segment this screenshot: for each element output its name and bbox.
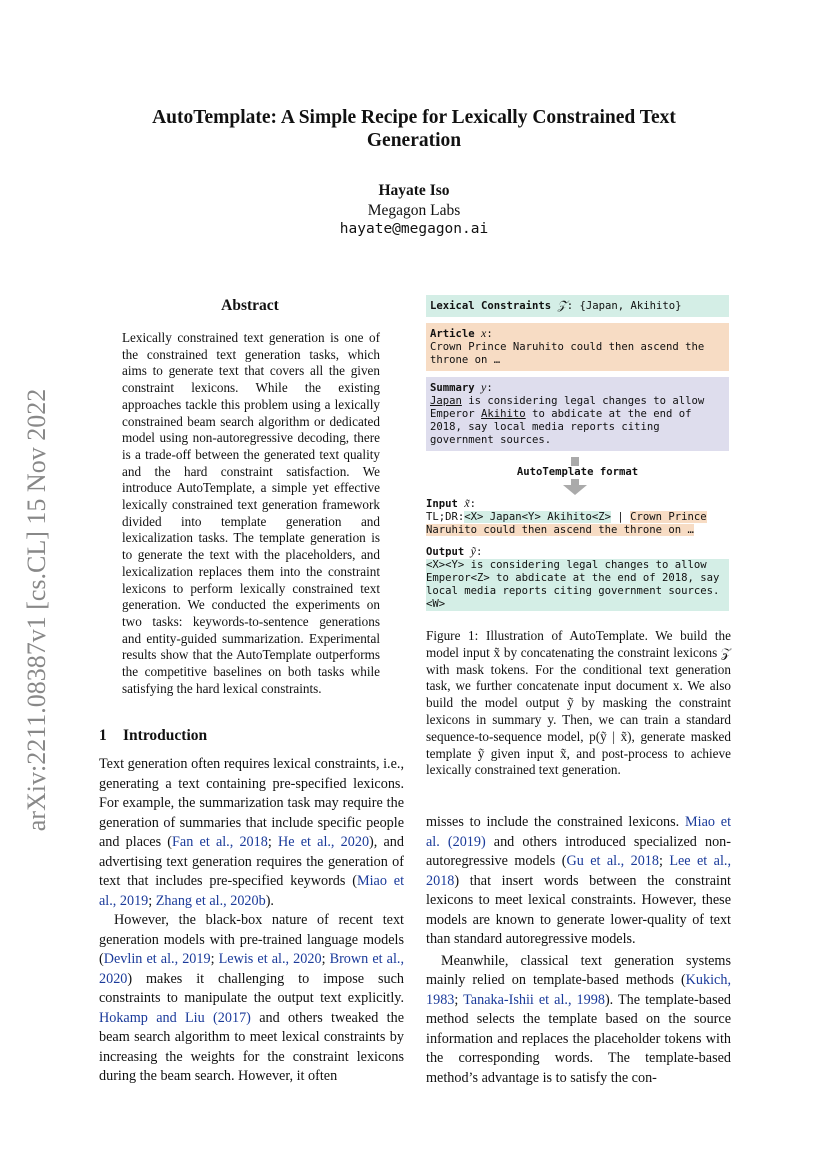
input-block: Input x̃: TL;DR:<X> Japan<Y> Akihito<Z> | Crown Prince Naruhito could then ascend the throne on … <box>426 496 707 536</box>
arrow-label: AutoTemplate format <box>516 466 639 478</box>
citation-link[interactable]: Devlin et al., 2019 <box>103 951 211 967</box>
abstract-heading: Abstract <box>221 297 279 314</box>
section-title: Introduction <box>123 727 208 744</box>
intro-paragraph-3: misses to include the constrained lexicons. Miao et al. (2019) and others introduced specialized non-autoregressive models (Gu et al., 2018; Lee et al., 2018) that insert words between the constraint lexicons to meet lexical constraints. However, these models are known to generate lower-quality of text than standard autoregressive models. <box>426 814 732 947</box>
citation-link[interactable]: Brown et al., 2020 <box>99 951 404 987</box>
intro-paragraph-4: Meanwhile, classical text generation systems mainly relied on template-based methods (Kukich, 1983; Tanaka-Ishii et al., 1998). The template-based method selects the template based on the source information and replaces the placeholder tokens with the corresponding words. The template-based method’s advantage is to satisfy the con- <box>426 952 731 1086</box>
author-name: Hayate Iso <box>378 182 450 199</box>
citation-link[interactable]: Tanaka-Ishii et al., 1998 <box>463 991 605 1008</box>
citation-link[interactable]: Kukich, 1983 <box>426 972 731 1008</box>
summary-box: Summary y: Japan is considering legal changes to allow Emperor Akihito to abdicate at the end of 2018, say local media reports citing government sources. <box>426 377 729 451</box>
output-block: Output ỹ: <X><Y> is considering legal changes to allow Emperor<Z> to abdicate at the end of 2018, say local media reports citing government sources.<W> <box>426 545 729 611</box>
paper-title: AutoTemplate: A Simple Recipe for Lexically Constrained Text Generation <box>152 107 676 151</box>
citation-link[interactable]: He et al., 2020 <box>277 834 370 850</box>
citation-link[interactable]: Lewis et al., 2020 <box>218 951 322 967</box>
citation-link[interactable]: Gu et al., 2018 <box>566 853 659 869</box>
citation-link[interactable]: Miao et al., 2019 <box>99 873 405 909</box>
arxiv-identifier: arXiv:2211.08387v1 [cs.CL] 15 Nov 2022 <box>22 388 51 832</box>
figure-caption: Figure 1: Illustration of AutoTemplate. We build the model input x̃ by concatenating the constraint lexicons 𝒵 with mask tokens. For the conditional text generation task, we further concatenate input document x. We also build the model output ỹ by masking the constraint lexicons in summary y. Then, we can train a standard sequence-to-sequence model, p(ỹ | x̃), generate masked template ỹ given input x̃, and post-process to achieve lexically constrained text generation. <box>426 628 731 778</box>
citation-link[interactable]: Fan et al., 2018 <box>172 834 268 850</box>
citation-link[interactable]: Hokamp and Liu (2017) <box>99 1009 251 1026</box>
constraints-box: Lexical Constraints 𝒵: {Japan, Akihito} <box>426 295 729 317</box>
arxiv-sidebar <box>22 360 52 860</box>
intro-paragraph-2: However, the black-box nature of recent text generation models with pre-trained language models (Devlin et al., 2019; Lewis et al., 2020; Brown et al., 2020) makes it challenging to impose such constraints to manipulate the output text explicitly. Hokamp and Liu (2017) and others tweaked the beam search algorithm to meet lexical constraints by increasing the weights for the constraint lexicons during the beam search. However, it often <box>99 912 404 1084</box>
figure-1 <box>426 295 729 611</box>
right-column-body <box>426 813 731 1088</box>
abstract-text: Lexically constrained text generation is one of the constrained text generation tasks, which aims to generate text that covers all the given constraint lexicons. While the existing approaches tackle this problem using a lexically constrained beam search algorithm or dedicated model using non-autoregressive decoding, there is a trade-off between the generated text quality and the hard constraint satisfaction. We introduce AutoTemplate, a simple yet effective lexically constrained text generation framework divided into template generation and lexicalization tasks. The template generation is to generate the text with the placeholders, and lexicalization replaces them into the constraint lexicons to perform lexically constrained text generation. We conducted the experiments on two tasks: keywords-to-sentence generations and entity-guided summarization. Experimental results show that the AutoTemplate outperforms the competitive baselines on both tasks while satisfying the hard lexical constraints. <box>122 330 380 696</box>
citation-link[interactable]: Lee et al., 2018 <box>426 853 731 889</box>
author-affiliation: Megagon Labs <box>367 202 461 219</box>
author-email[interactable]: hayate@megagon.ai <box>339 221 489 237</box>
section-number: 1 <box>99 727 107 744</box>
citation-link[interactable]: Miao et al. (2019) <box>426 814 732 850</box>
intro-paragraph-1: Text generation often requires lexical constraints, i.e., generating a text containing pre-specified lexicons. For example, the summarization task may require the generation of summaries that include specific people and places (Fan et al., 2018; He et al., 2020), and advertising text generation requires the generation of text that includes pre-specified keywords (Miao et al., 2019; Zhang et al., 2020b). <box>99 756 405 909</box>
left-column-body <box>99 755 404 1087</box>
article-box: Article x: Crown Prince Naruhito could then ascend the throne on … <box>426 323 729 371</box>
citation-link[interactable]: Zhang et al., 2020b <box>155 892 266 909</box>
down-arrow-icon <box>426 457 729 497</box>
section-heading <box>99 727 207 745</box>
